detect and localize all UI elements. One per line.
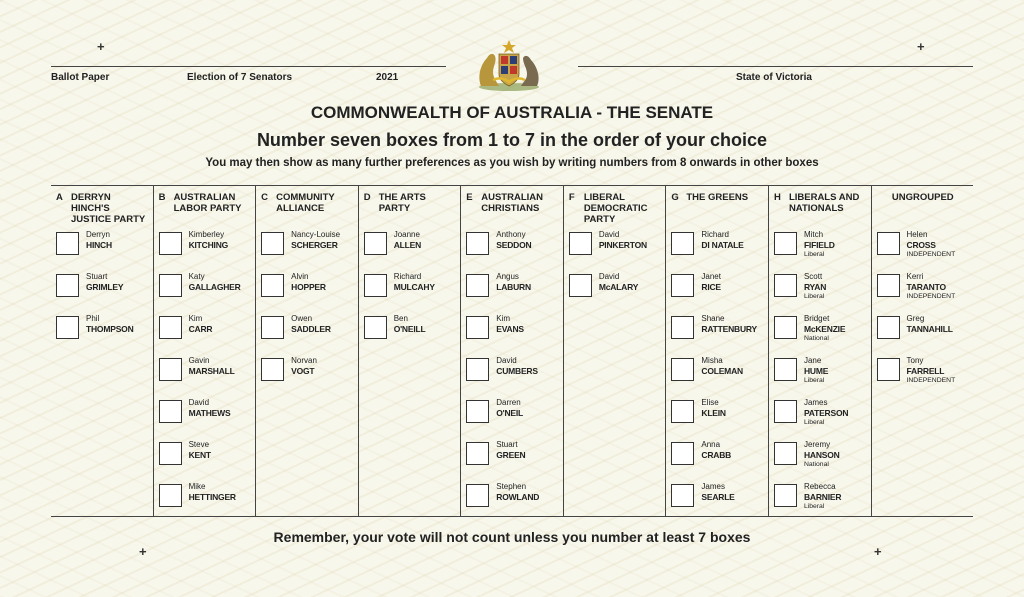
candidate-name (291, 230, 340, 250)
party-header (159, 192, 252, 232)
preference-box[interactable] (159, 358, 182, 381)
candidate-surname: PINKERTON (598, 240, 647, 250)
party-name: THE ARTS PARTY (378, 192, 426, 214)
party-column (359, 186, 462, 516)
election-label: Election of 7 Senators (187, 72, 293, 83)
coat-of-arms-emblem (473, 36, 545, 96)
preference-box[interactable] (364, 274, 387, 297)
preference-box[interactable] (466, 316, 489, 339)
candidate-surname: KENT (188, 450, 211, 460)
preference-box[interactable] (56, 232, 79, 255)
candidate-surname: DI NATALE (701, 240, 744, 250)
candidate-name (701, 314, 757, 334)
party-header (466, 192, 559, 232)
preference-box[interactable] (774, 232, 797, 255)
preference-box[interactable] (159, 274, 182, 297)
candidate-name (189, 230, 228, 250)
candidate-surname: TARANTO (906, 282, 946, 292)
party-letter: C (261, 192, 268, 203)
candidate-first-name: Shane (701, 314, 725, 323)
candidate-surname: VOGT (291, 366, 315, 376)
candidate-surname: CROSS (906, 240, 936, 250)
party-header (364, 192, 457, 232)
candidate-name (394, 314, 426, 334)
candidate-first-name: Kim (188, 314, 203, 323)
candidate-affiliation: Liberal (803, 377, 825, 384)
candidate-surname: TANNAHILL (906, 324, 953, 334)
candidate-first-name: Mitch (803, 230, 824, 239)
party-letter: H (773, 192, 781, 203)
candidate-first-name: Stephen (496, 482, 527, 491)
preference-box[interactable] (261, 358, 284, 381)
candidate-affiliation: Liberal (803, 503, 825, 510)
ballot-further-preferences-note: You may then show as many further preferences as you wish by writing numbers from 8 onwards in other boxes (205, 157, 819, 169)
candidate-name (189, 440, 211, 460)
preference-box[interactable] (364, 232, 387, 255)
candidate-first-name: Phil (86, 314, 100, 323)
preference-box[interactable] (159, 316, 182, 339)
candidate-first-name: Richard (393, 272, 422, 281)
candidate-surname: SEARLE (701, 492, 735, 502)
party-letter: G (671, 192, 679, 203)
registration-mark-bottom-right: + (874, 544, 882, 559)
preference-box[interactable] (261, 232, 284, 255)
candidate-surname: COLEMAN (701, 366, 743, 376)
candidate-surname: MATHEWS (188, 408, 231, 418)
preference-box[interactable] (261, 316, 284, 339)
preference-box[interactable] (159, 442, 182, 465)
preference-box[interactable] (671, 232, 694, 255)
header-rule-right (578, 66, 973, 67)
candidate-affiliation: INDEPENDENT (906, 251, 956, 258)
candidate-surname: McKENZIE (803, 324, 846, 334)
candidate-name (496, 398, 523, 418)
preference-box[interactable] (466, 442, 489, 465)
candidate-surname: FARRELL (906, 366, 945, 376)
candidate-name (291, 314, 331, 334)
candidate-first-name: David (496, 356, 517, 365)
preference-box[interactable] (569, 232, 592, 255)
party-name: AUSTRALIAN CHRISTIANS (481, 192, 543, 214)
candidate-surname: CARR (188, 324, 213, 334)
candidate-name (907, 230, 956, 260)
candidate-first-name: Joanne (393, 230, 420, 239)
candidate-name (496, 356, 538, 376)
state-label: State of Victoria (736, 72, 812, 83)
candidate-affiliation: Liberal (803, 419, 825, 426)
candidate-name (599, 230, 647, 250)
preference-box[interactable] (774, 484, 797, 507)
candidate-first-name: Kerri (906, 272, 924, 281)
candidate-first-name: Gavin (188, 356, 210, 365)
candidate-surname: RATTENBURY (701, 324, 757, 334)
candidate-affiliation: INDEPENDENT (906, 293, 956, 300)
party-column (51, 186, 154, 516)
party-header (671, 192, 764, 232)
preference-box[interactable] (364, 316, 387, 339)
candidate-surname: BARNIER (803, 492, 842, 502)
preference-box[interactable] (671, 484, 694, 507)
candidate-name (701, 482, 734, 502)
candidate-surname: HANSON (803, 450, 840, 460)
candidate-surname: McALARY (598, 282, 639, 292)
candidate-first-name: Norvan (291, 356, 317, 365)
candidate-first-name: Janet (701, 272, 721, 281)
candidate-name (907, 356, 956, 386)
party-name: LIBERALS AND NATIONALS (788, 192, 860, 214)
candidate-name (907, 314, 953, 334)
candidate-surname: GRIMLEY (86, 282, 124, 292)
preference-box[interactable] (671, 274, 694, 297)
candidate-surname: SADDLER (291, 324, 331, 334)
candidate-first-name: Helen (906, 230, 928, 239)
candidate-surname: HINCH (86, 240, 112, 250)
candidate-surname: EVANS (496, 324, 524, 334)
party-column (872, 186, 974, 516)
party-column (666, 186, 769, 516)
preference-box[interactable] (159, 400, 182, 423)
party-header (261, 192, 354, 232)
candidate-first-name: David (598, 272, 620, 281)
candidate-name (804, 314, 845, 344)
party-header (877, 192, 970, 232)
candidate-name (496, 440, 525, 460)
candidate-first-name: Angus (496, 272, 519, 281)
candidate-name (701, 272, 721, 292)
candidate-first-name: Steve (188, 440, 210, 449)
preference-box[interactable] (569, 274, 592, 297)
candidate-name (701, 398, 726, 418)
candidate-surname: SEDDON (496, 240, 532, 250)
preference-box[interactable] (671, 316, 694, 339)
preference-box[interactable] (261, 274, 284, 297)
candidate-first-name: Ben (393, 314, 408, 323)
preference-box[interactable] (877, 232, 900, 255)
preference-box[interactable] (159, 484, 182, 507)
preference-box[interactable] (466, 232, 489, 255)
candidate-surname: PATERSON (803, 408, 849, 418)
candidate-name (496, 230, 531, 250)
candidate-name (804, 356, 828, 386)
candidate-surname: HUME (803, 366, 829, 376)
candidate-surname: MARSHALL (188, 366, 235, 376)
candidate-first-name: Owen (291, 314, 313, 323)
preference-box[interactable] (56, 316, 79, 339)
candidate-surname: KITCHING (188, 240, 229, 250)
party-column (154, 186, 257, 516)
candidate-first-name: Rebecca (803, 482, 836, 491)
party-letter: F (568, 192, 575, 203)
preference-box[interactable] (774, 316, 797, 339)
candidate-first-name: Katy (188, 272, 205, 281)
candidate-surname: GREEN (496, 450, 526, 460)
party-header (56, 192, 149, 232)
party-column (256, 186, 359, 516)
candidate-affiliation: National (803, 461, 829, 468)
candidate-name (804, 272, 826, 302)
preference-box[interactable] (671, 400, 694, 423)
party-name: THE GREENS (686, 192, 749, 203)
party-column (769, 186, 872, 516)
candidate-name (86, 272, 123, 292)
preference-box[interactable] (671, 442, 694, 465)
candidate-surname: O'NEIL (496, 408, 524, 418)
preference-box[interactable] (877, 274, 900, 297)
candidate-surname: CUMBERS (496, 366, 538, 376)
candidate-surname: RICE (701, 282, 721, 292)
candidate-first-name: Jeremy (803, 440, 831, 449)
candidate-name (907, 272, 956, 302)
party-header (569, 192, 662, 232)
party-header (774, 192, 867, 232)
preference-box[interactable] (877, 358, 900, 381)
candidate-affiliation: Liberal (803, 293, 825, 300)
party-name: DERRYN HINCH'S JUSTICE PARTY (71, 192, 146, 225)
party-name: AUSTRALIAN LABOR PARTY (173, 192, 242, 214)
candidate-surname: O'NEILL (393, 324, 426, 334)
candidate-name (86, 230, 112, 250)
candidate-affiliation: Liberal (803, 251, 825, 258)
header-rule-left (51, 66, 446, 67)
party-name: COMMUNITY ALLIANCE (276, 192, 335, 214)
candidate-affiliation: INDEPENDENT (906, 377, 956, 384)
candidate-surname: GALLAGHER (188, 282, 241, 292)
registration-mark-top-left: + (97, 39, 105, 54)
candidate-name (189, 356, 235, 376)
candidate-first-name: David (598, 230, 620, 239)
candidate-name (496, 314, 524, 334)
candidate-surname: CRABB (701, 450, 732, 460)
candidate-name (291, 272, 326, 292)
candidate-first-name: James (701, 482, 725, 491)
candidate-first-name: Stuart (86, 272, 108, 281)
ballot-paper-label: Ballot Paper (51, 72, 110, 83)
candidate-name (394, 230, 421, 250)
candidate-name (189, 482, 236, 502)
candidate-first-name: Nancy-Louise (291, 230, 341, 239)
candidate-name (804, 398, 848, 428)
candidate-surname: ROWLAND (496, 492, 540, 502)
candidate-first-name: Kimberley (188, 230, 225, 239)
year-label: 2021 (376, 72, 399, 83)
candidate-affiliation: National (803, 335, 829, 342)
candidate-surname: THOMPSON (86, 324, 134, 334)
candidate-first-name: James (803, 398, 828, 407)
candidate-surname: FIFIELD (803, 240, 835, 250)
candidate-first-name: Jane (803, 356, 822, 365)
preference-box[interactable] (466, 484, 489, 507)
candidate-first-name: David (188, 398, 210, 407)
candidate-name (701, 356, 743, 376)
candidate-name (804, 440, 840, 470)
candidate-first-name: Darren (496, 398, 521, 407)
candidate-name (394, 272, 435, 292)
candidate-name (701, 230, 743, 250)
candidate-first-name: Anthony (496, 230, 526, 239)
preference-box[interactable] (466, 400, 489, 423)
candidate-grid (51, 185, 973, 517)
candidate-first-name: Scott (803, 272, 823, 281)
candidate-first-name: Bridget (803, 314, 830, 323)
candidate-first-name: Greg (906, 314, 925, 323)
party-name: LIBERAL DEMOCRATIC PARTY (583, 192, 648, 225)
candidate-surname: KLEIN (701, 408, 726, 418)
candidate-first-name: Anna (701, 440, 721, 449)
candidate-name (189, 314, 213, 334)
candidate-name (496, 272, 531, 292)
preference-box[interactable] (877, 316, 900, 339)
candidate-first-name: Derryn (86, 230, 111, 239)
party-letter: E (466, 192, 473, 203)
preference-box[interactable] (774, 274, 797, 297)
ballot-footer-reminder: Remember, your vote will not count unless you number at least 7 boxes (273, 529, 751, 545)
party-letter: B (158, 192, 166, 203)
candidate-name (291, 356, 317, 376)
candidate-surname: HOPPER (291, 282, 326, 292)
candidate-name (701, 440, 731, 460)
candidate-surname: HETTINGER (188, 492, 236, 502)
registration-mark-top-right: + (917, 39, 925, 54)
preference-box[interactable] (671, 358, 694, 381)
candidate-first-name: Elise (701, 398, 719, 407)
ballot-main-title: COMMONWEALTH OF AUSTRALIA - THE SENATE (310, 103, 714, 122)
party-column (461, 186, 564, 516)
registration-mark-bottom-left: + (139, 544, 147, 559)
candidate-name (496, 482, 539, 502)
party-column (564, 186, 667, 516)
candidate-surname: RYAN (803, 282, 827, 292)
preference-box[interactable] (466, 274, 489, 297)
party-name: UNGROUPED (891, 192, 954, 203)
candidate-name (599, 272, 638, 292)
ballot-instruction: Number seven boxes from 1 to 7 in the order of your choice (256, 130, 768, 150)
candidate-first-name: Stuart (496, 440, 518, 449)
candidate-name (804, 230, 835, 260)
preference-box[interactable] (774, 400, 797, 423)
candidate-first-name: Richard (701, 230, 729, 239)
candidate-first-name: Alvin (291, 272, 309, 281)
candidate-surname: SCHERGER (291, 240, 338, 250)
candidate-surname: LABURN (496, 282, 531, 292)
candidate-surname: MULCAHY (393, 282, 435, 292)
party-letter: A (56, 192, 63, 203)
preference-box[interactable] (774, 442, 797, 465)
candidate-name (86, 314, 134, 334)
candidate-name (189, 398, 231, 418)
preference-box[interactable] (56, 274, 79, 297)
preference-box[interactable] (159, 232, 182, 255)
candidate-surname: ALLEN (393, 240, 422, 250)
candidate-first-name: Mike (188, 482, 206, 491)
candidate-first-name: Misha (701, 356, 723, 365)
candidate-first-name: Tony (906, 356, 924, 365)
candidate-name (804, 482, 841, 512)
party-letter: D (363, 192, 371, 203)
preference-box[interactable] (466, 358, 489, 381)
preference-box[interactable] (774, 358, 797, 381)
candidate-name (189, 272, 241, 292)
candidate-first-name: Kim (496, 314, 511, 323)
